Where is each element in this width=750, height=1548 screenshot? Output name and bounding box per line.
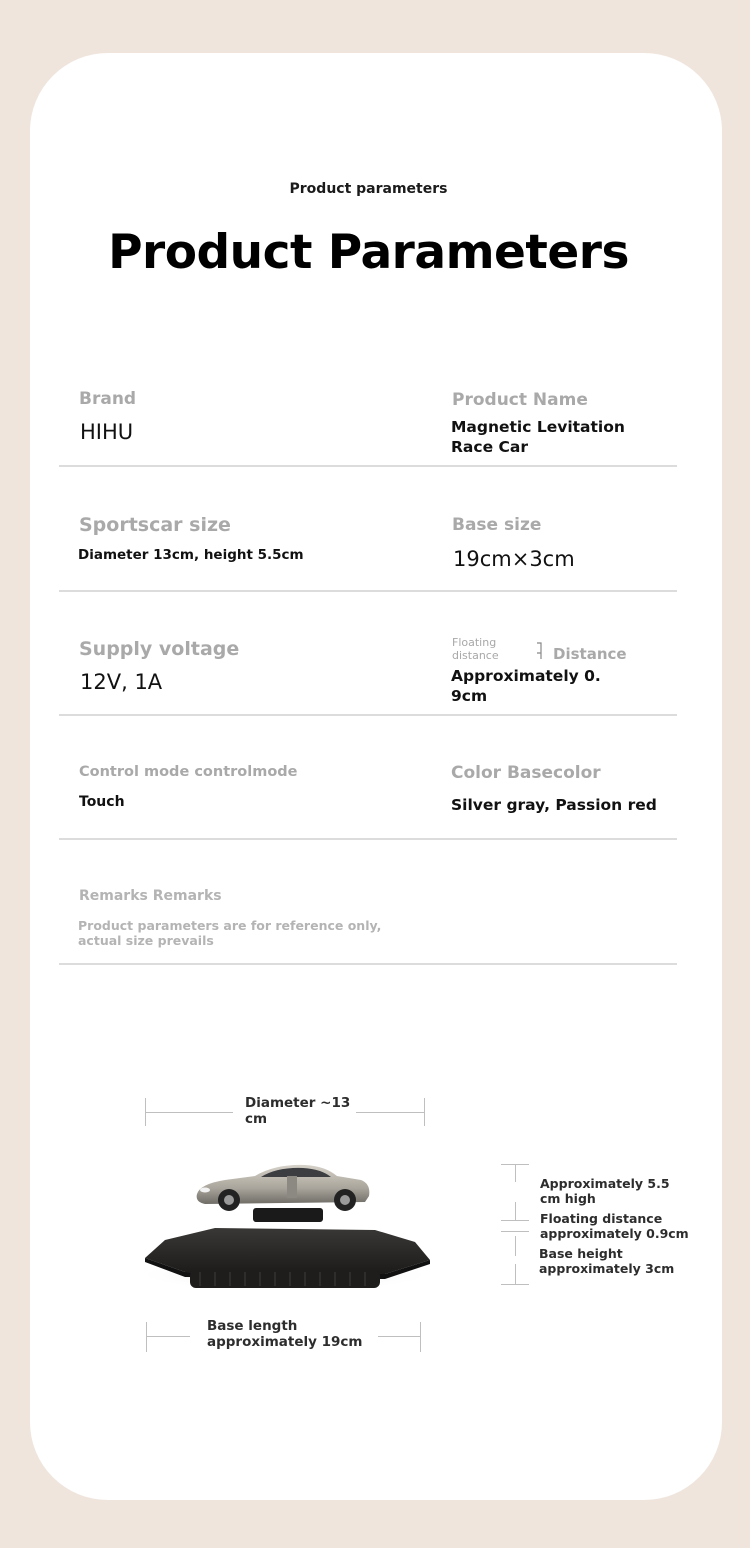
base-size-label: Base size — [452, 515, 542, 535]
product-name-label: Product Name — [452, 390, 588, 410]
diameter-label: Diameter ~13 cm — [245, 1095, 351, 1127]
brand-label: Brand — [79, 389, 137, 409]
divider — [59, 714, 677, 716]
remarks-value: Product parameters are for reference only, actual size prevails — [78, 918, 382, 948]
sportscar-size-label: Sportscar size — [79, 514, 231, 536]
dimension-tick — [420, 1322, 421, 1352]
color-label: Color Basecolor — [451, 763, 601, 783]
dimension-line — [515, 1164, 516, 1182]
color-value: Silver gray, Passion red — [451, 796, 657, 814]
floating-distance-diagram-label: Floating distance approximately 0.9cm — [540, 1211, 689, 1241]
dimension-line — [515, 1202, 516, 1220]
page-subtitle: Product parameters — [289, 181, 448, 197]
base-size-value: 19cm×3cm — [453, 547, 575, 571]
divider — [59, 465, 677, 467]
dimension-tick — [501, 1220, 529, 1221]
dimension-tick — [501, 1231, 529, 1232]
base-length-label: Base length approximately 19cm — [207, 1318, 363, 1350]
divider — [59, 963, 677, 965]
dimension-line — [356, 1112, 425, 1113]
floating-distance-value: Approximately 0. 9cm — [451, 667, 601, 705]
dimension-tick — [424, 1098, 425, 1126]
divider — [59, 838, 677, 840]
car-height-label: Approximately 5.5 cm high — [540, 1176, 670, 1206]
dimension-line — [145, 1112, 233, 1113]
product-name-value: Magnetic Levitation Race Car — [451, 418, 625, 456]
dimension-line — [515, 1236, 516, 1256]
dimension-tick — [501, 1284, 529, 1285]
supply-voltage-value: 12V, 1A — [80, 670, 163, 694]
bracket-icon — [536, 642, 542, 660]
supply-voltage-label: Supply voltage — [79, 638, 240, 660]
floating-distance-label: Distance — [553, 645, 627, 663]
sportscar-size-value: Diameter 13cm, height 5.5cm — [78, 547, 304, 563]
control-mode-label: Control mode controlmode — [79, 764, 298, 780]
floating-distance-small-label: Floating distance — [452, 636, 499, 662]
brand-value: HIHU — [80, 420, 134, 444]
divider — [59, 590, 677, 592]
dimension-line — [146, 1336, 190, 1337]
remarks-label: Remarks Remarks — [79, 888, 222, 904]
page-title: Product Parameters — [108, 225, 629, 280]
dimension-line — [515, 1264, 516, 1284]
levitation-car-illustration — [125, 1150, 455, 1295]
dimension-tick — [146, 1322, 147, 1352]
base-height-label: Base height approximately 3cm — [539, 1246, 675, 1276]
dimension-line — [378, 1336, 420, 1337]
control-mode-value: Touch — [79, 794, 125, 810]
